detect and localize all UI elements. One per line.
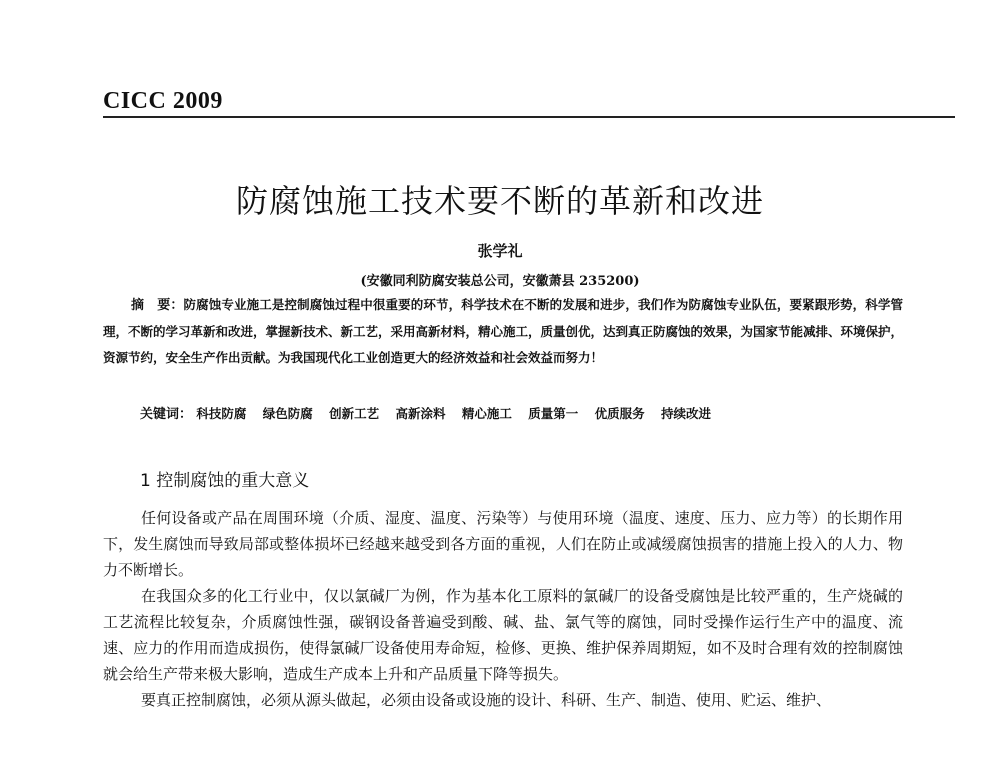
keyword: 精心施工	[461, 406, 512, 421]
keyword: 创新工艺	[329, 406, 380, 421]
abstract	[103, 292, 903, 371]
keyword: 绿色防腐	[262, 406, 313, 421]
header-rule	[103, 116, 955, 118]
paper-title: 防腐蚀施工技术要不断的革新和改进	[235, 182, 764, 220]
header-label: CICC 2009	[103, 88, 223, 114]
body-paragraph: 任何设备或产品在周围环境（介质、湿度、温度、污染等）与使用环境（温度、速度、压力、应力等）的长期作用下，发生腐蚀而导致局部或整体损坏已经越来越受到各方面的重视，人们在防止或减缓腐蚀损害的措施上投入的人力、物力不断增长。	[103, 509, 903, 579]
keyword: 科技防腐	[196, 406, 247, 421]
keyword: 高新涂料	[395, 406, 446, 421]
body-paragraph: 要真正控制腐蚀，必须从源头做起，必须由设备或设施的设计、科研、生产、制造、使用、贮运、维护、	[141, 691, 832, 709]
keyword: 持续改进	[661, 406, 712, 421]
body-paragraph: 在我国众多的化工行业中，仅以氯碱厂为例，作为基本化工原料的氯碱厂的设备受腐蚀是比较严重的，生产烧碱的工艺流程比较复杂，介质腐蚀性强，碳钢设备普遍受到酸、碱、盐、氯气等的腐蚀，同时受操作运行生产中的温度、流速、应力的作用而造成损伤，使得氯碱厂设备使用寿命短，检修、更换、维护保养周期短，如不及时合理有效的控制腐蚀就会给生产带来极大影响，造成生产成本上升和产品质量下降等损失。	[103, 587, 903, 683]
abstract-text: 防腐蚀专业施工是控制腐蚀过程中很重要的环节，科学技术在不断的发展和进步，我们作为防腐蚀专业队伍，要紧跟形势，科学管理，不断的学习革新和改进，掌握新技术、新工艺，采用高新材料，精心施工，质量创优，达到真正防腐蚀的效果，为国家节能减排、环境保护，资源节约，安全生产作出贡献。为我国现代化工业创造更大的经济效益和社会效益而努力！	[103, 297, 904, 365]
section-body	[103, 505, 903, 713]
keyword: 质量第一	[528, 406, 579, 421]
keywords-label: 关键词：	[140, 407, 193, 422]
abstract-label: 摘 要：	[131, 298, 184, 313]
section-heading: 1 控制腐蚀的重大意义	[140, 471, 310, 491]
author-affiliation: (安徽同利防腐安装总公司，安徽萧县 235200)	[360, 274, 640, 289]
author-name: 张学礼	[477, 242, 523, 260]
keywords	[140, 403, 900, 422]
keyword: 优质服务	[594, 406, 645, 421]
